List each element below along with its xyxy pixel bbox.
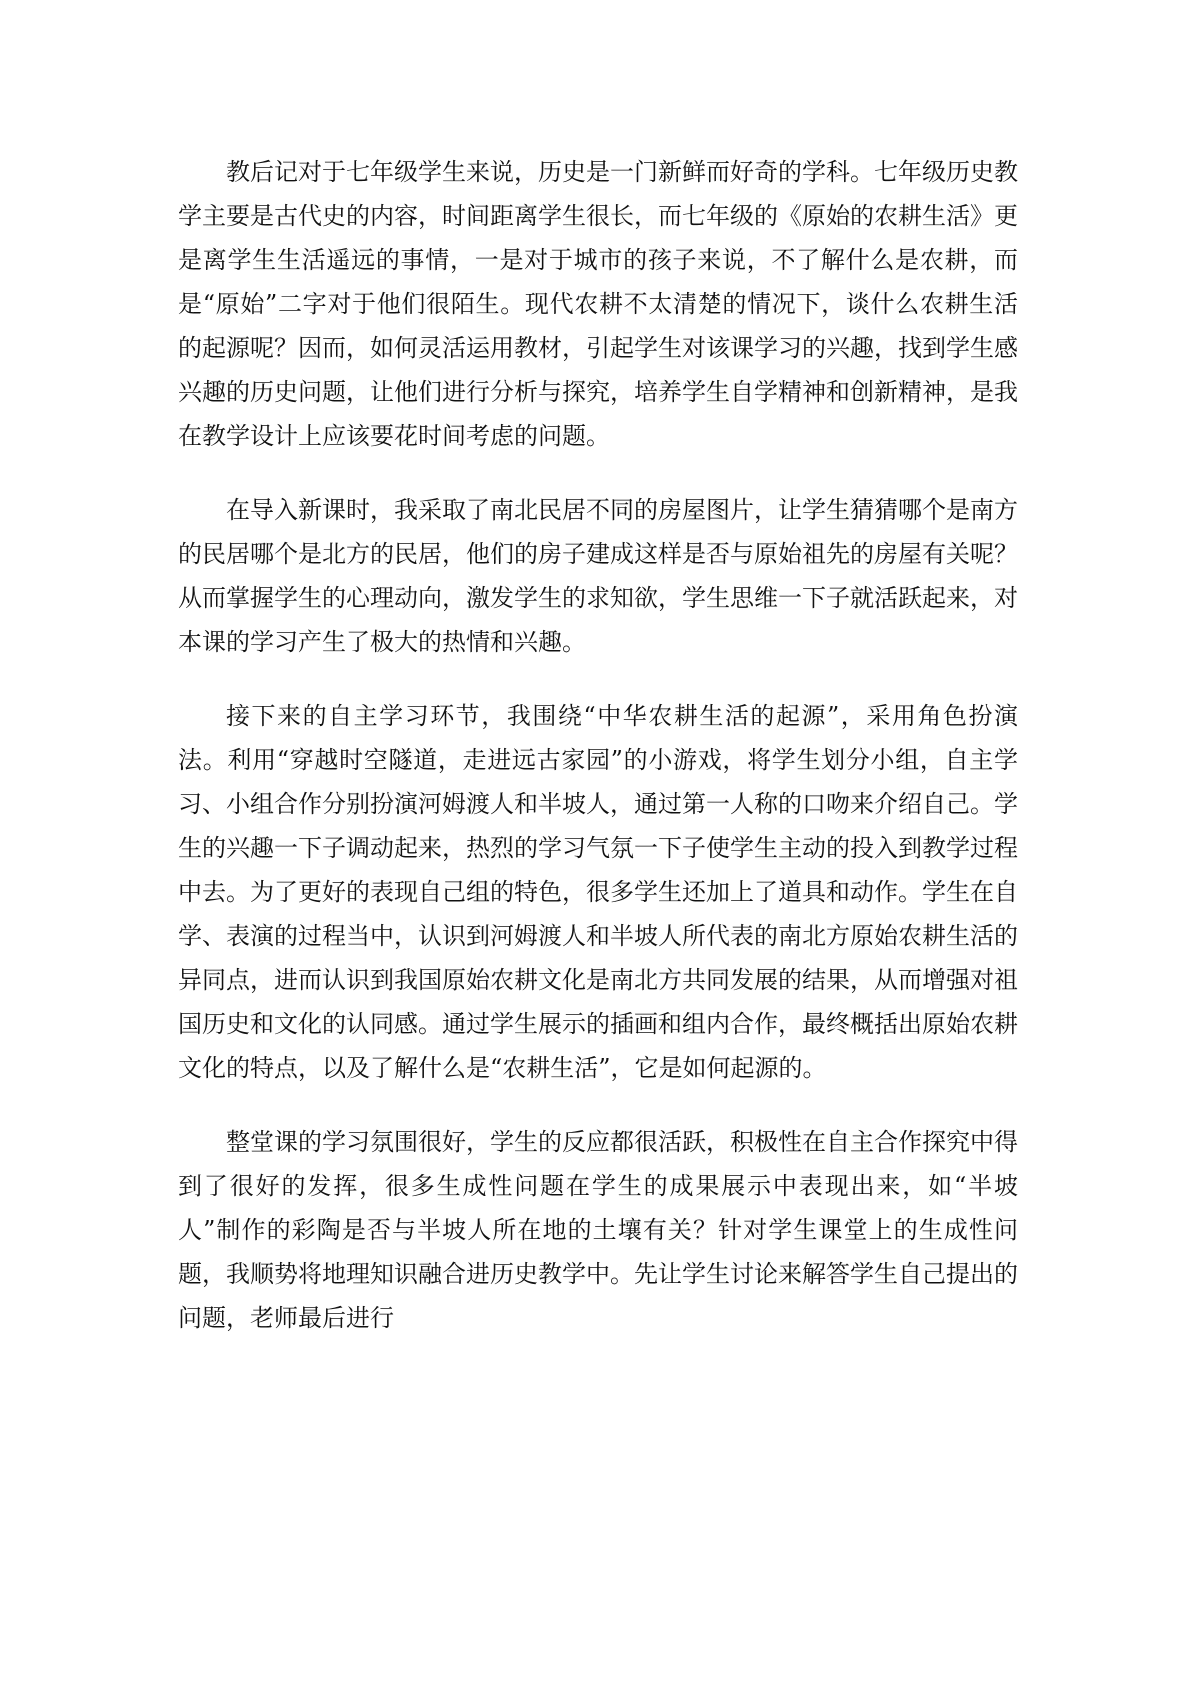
document-body [178, 150, 1018, 1340]
paragraph-1: 教后记对于七年级学生来说，历史是一门新鲜而好奇的学科。七年级历史教学主要是古代史的内容，时间距离学生很长，而七年级的《原始的农耕生活》更是离学生生活遥远的事情，一是对于城市的孩子来说，不了解什么是农耕，而是“原始”二字对于他们很陌生。现代农耕不太清楚的情况下，谈什么农耕生活的起源呢？因而，如何灵活运用教材，引起学生对该课学习的兴趣，找到学生感兴趣的历史问题，让他们进行分析与探究，培养学生自学精神和创新精神，是我在教学设计上应该要花时间考虑的问题。 [178, 158, 1018, 450]
paragraph-3: 接下来的自主学习环节，我围绕“中华农耕生活的起源”，采用角色扮演法。利用“穿越时空隧道，走进远古家园”的小游戏，将学生划分小组，自主学习、小组合作分别扮演河姆渡人和半坡人，通过第一人称的口吻来介绍自己。学生的兴趣一下子调动起来，热烈的学习气氛一下子使学生主动的投入到教学过程中去。为了更好的表现自己组的特色，很多学生还加上了道具和动作。学生在自学、表演的过程当中，认识到河姆渡人和半坡人所代表的南北方原始农耕生活的异同点，进而认识到我国原始农耕文化是南北方共同发展的结果，从而增强对祖国历史和文化的认同感。通过学生展示的插画和组内合作，最终概括出原始农耕文化的特点，以及了解什么是“农耕生活”，它是如何起源的。 [178, 702, 1018, 1082]
paragraph-2: 在导入新课时，我采取了南北民居不同的房屋图片，让学生猜猜哪个是南方的民居哪个是北方的民居，他们的房子建成这样是否与原始祖先的房屋有关呢？从而掌握学生的心理动向，激发学生的求知欲，学生思维一下子就活跃起来，对本课的学习产生了极大的热情和兴趣。 [178, 496, 1018, 656]
paragraph-4: 整堂课的学习氛围很好，学生的反应都很活跃，积极性在自主合作探究中得到了很好的发挥，很多生成性问题在学生的成果展示中表现出来，如“半坡人”制作的彩陶是否与半坡人所在地的土壤有关？针对学生课堂上的生成性问题，我顺势将地理知识融合进历史教学中。先让学生讨论来解答学生自己提出的问题，老师最后进行 [178, 1128, 1018, 1332]
